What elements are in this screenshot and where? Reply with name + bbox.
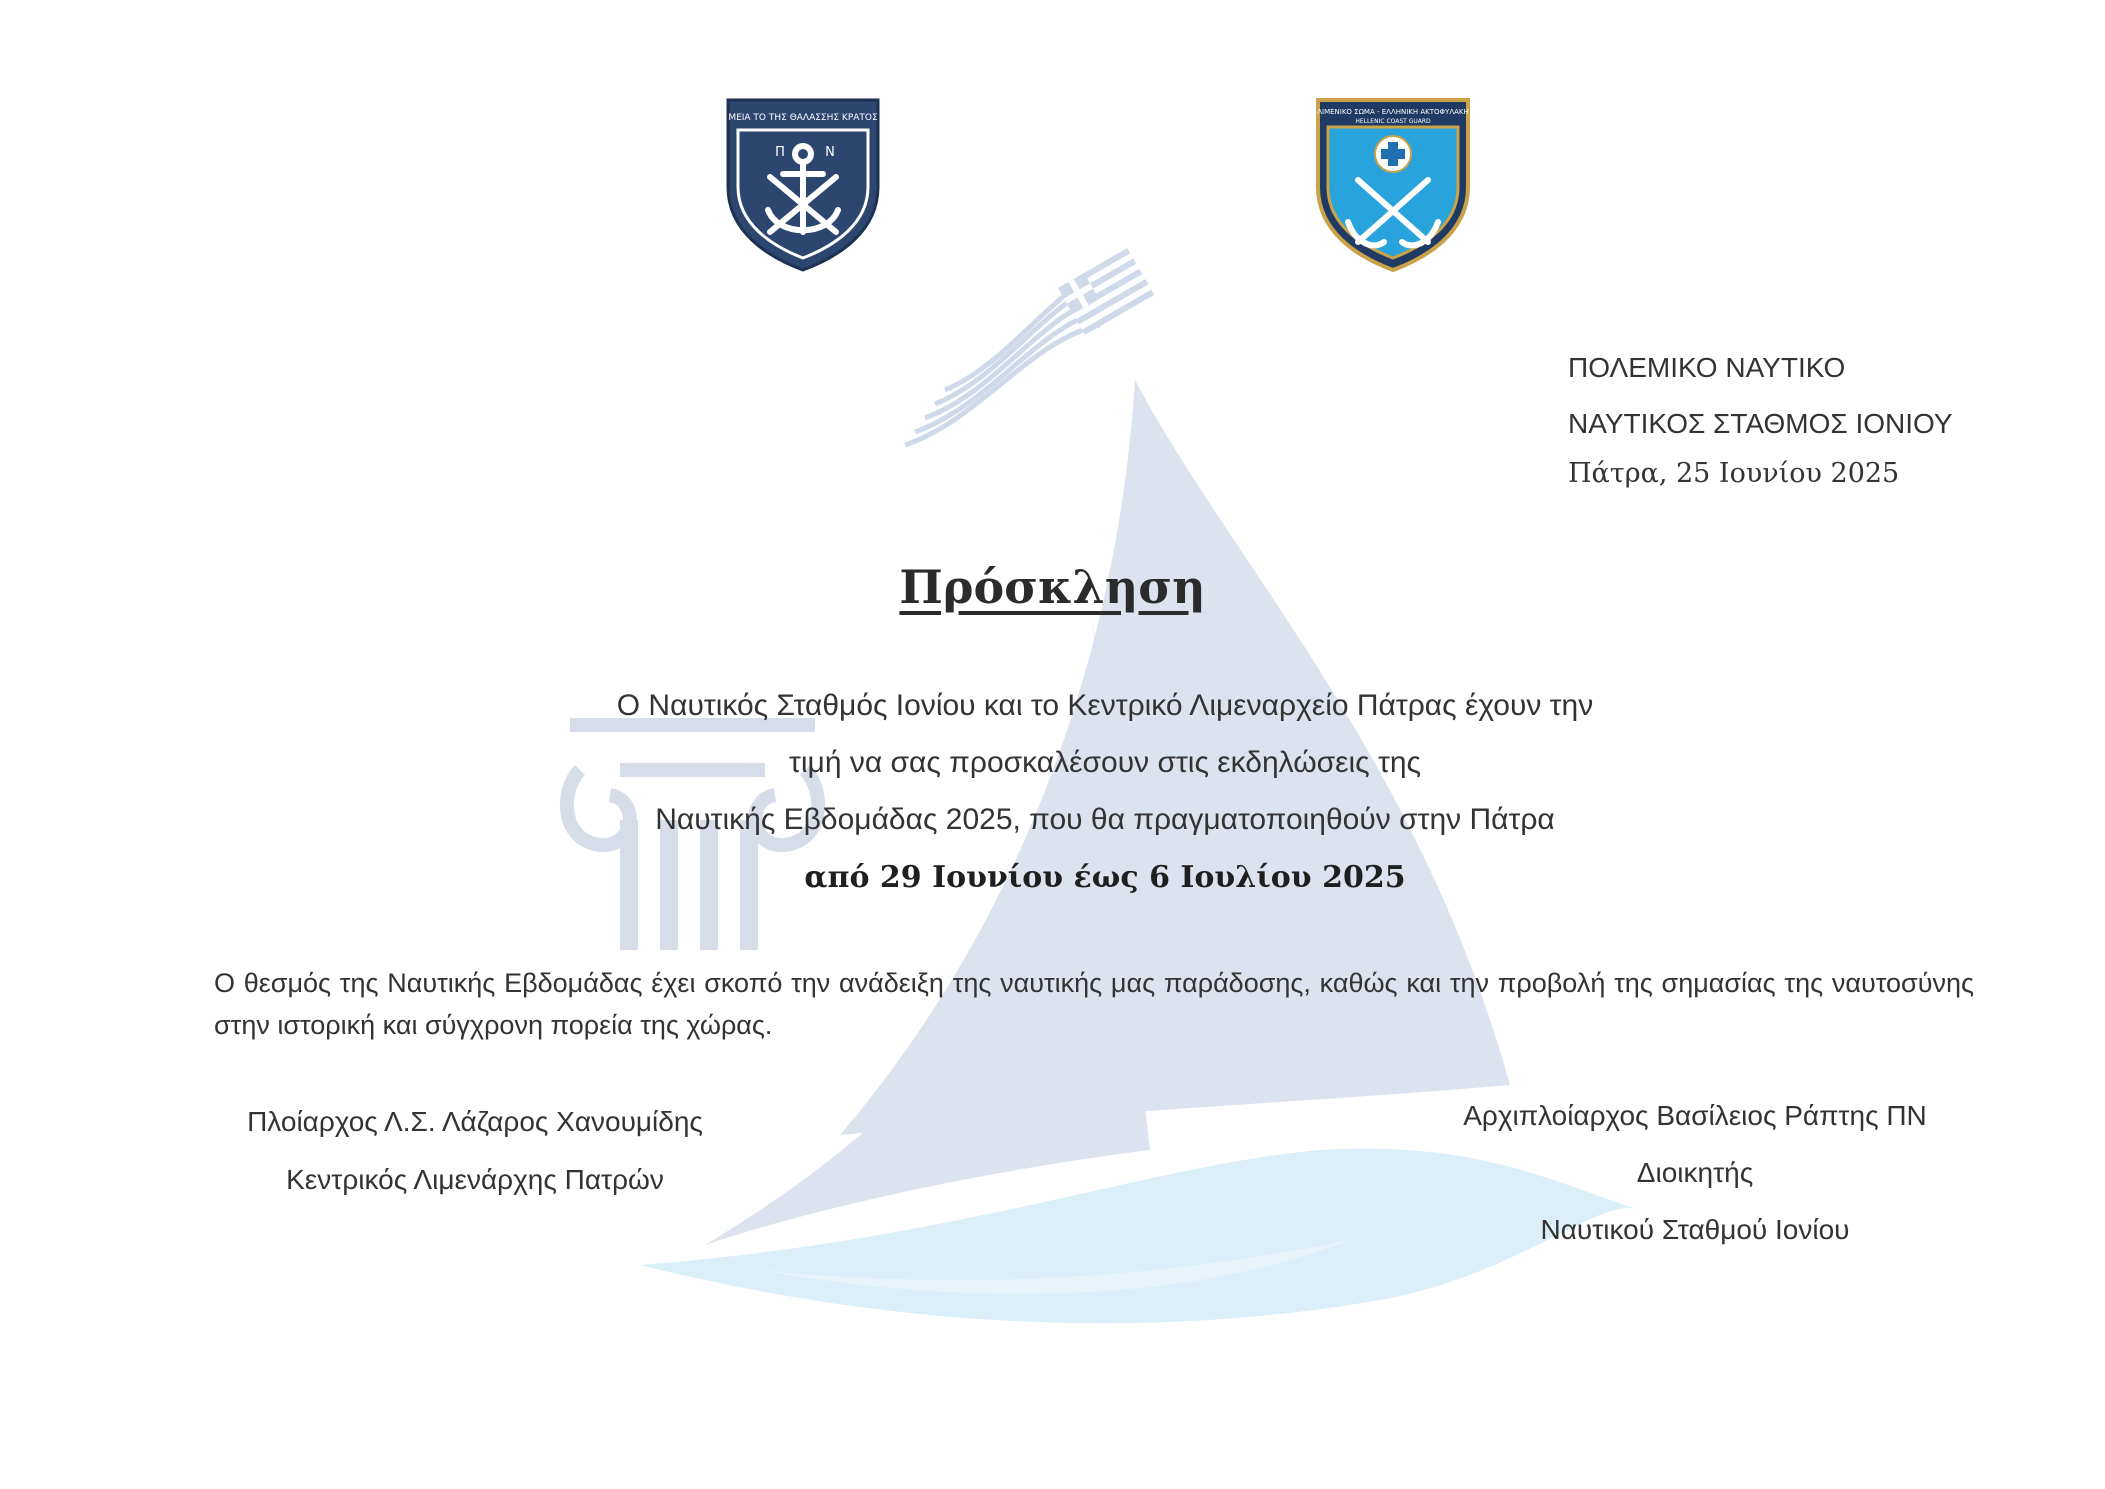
header-org-line-2: ΝΑΥΤΙΚΟΣ ΣΤΑΘΜΟΣ ΙΟΝΙΟΥ: [1568, 408, 1953, 439]
svg-text:Ν: Ν: [825, 145, 835, 160]
body-paragraph: Ο θεσμός της Ναυτικής Εβδομάδας έχει σκοπό την ανάδειξη της ναυτικής μας παράδοσης, καθώς και την προβολή της σημασίας της ναυτοσύνης στην ιστορική και σύγχρονη πορεία της χώρας.: [214, 968, 1974, 1040]
signature-left-name: Πλοίαρχος Λ.Σ. Λάζαρος Χανουμίδης: [247, 1106, 703, 1137]
signature-right-name: Αρχιπλοίαρχος Βασίλειος Ράπτης ΠΝ: [1463, 1100, 1927, 1131]
invitation-line-1: Ο Ναυτικός Σταθμός Ιονίου και το Κεντρικό Λιμεναρχείο Πάτρας έχουν την: [616, 689, 1594, 722]
document-title: Πρόσκληση: [899, 560, 1206, 614]
svg-text:ΛΙΜΕΝΙΚΟ ΣΩΜΑ - ΕΛΛΗΝΙΚΗ ΑΚΤΟΦ: ΛΙΜΕΝΙΚΟ ΣΩΜΑ - ΕΛΛΗΝΙΚΗ ΑΚΤΟΦΥΛΑΚΗ: [1317, 108, 1469, 116]
signature-right-unit: Ναυτικού Σταθμού Ιονίου: [1540, 1214, 1850, 1245]
svg-text:ΜΕΙΑ ΤΟ ΤΗΣ ΘΑΛΑΣΣΗΣ ΚΡΑΤΟΣ: ΜΕΙΑ ΤΟ ΤΗΣ ΘΑΛΑΣΣΗΣ ΚΡΑΤΟΣ: [728, 113, 878, 123]
header-org-line-1: ΠΟΛΕΜΙΚΟ ΝΑΥΤΙΚΟ: [1568, 352, 1846, 383]
hellenic-navy-emblem-icon: [718, 92, 888, 272]
header-place-date: Πάτρα, 25 Ιουνίου 2025: [1568, 458, 1900, 489]
svg-text:HELLENIC COAST GUARD: HELLENIC COAST GUARD: [1355, 118, 1431, 125]
hellenic-coast-guard-emblem-icon: [1308, 92, 1478, 272]
svg-text:Π: Π: [775, 145, 785, 160]
invitation-line-3: Ναυτικής Εβδομάδας 2025, που θα πραγματοποιηθούν στην Πάτρα: [655, 803, 1555, 836]
signature-left-title: Κεντρικός Λιμενάρχης Πατρών: [286, 1164, 664, 1195]
invitation-line-2: τιμή να σας προσκαλέσουν στις εκδηλώσεις της: [789, 746, 1421, 779]
signature-right-role: Διοικητής: [1636, 1157, 1754, 1188]
invitation-dates: από 29 Ιουνίου έως 6 Ιουλίου 2025: [804, 860, 1406, 895]
